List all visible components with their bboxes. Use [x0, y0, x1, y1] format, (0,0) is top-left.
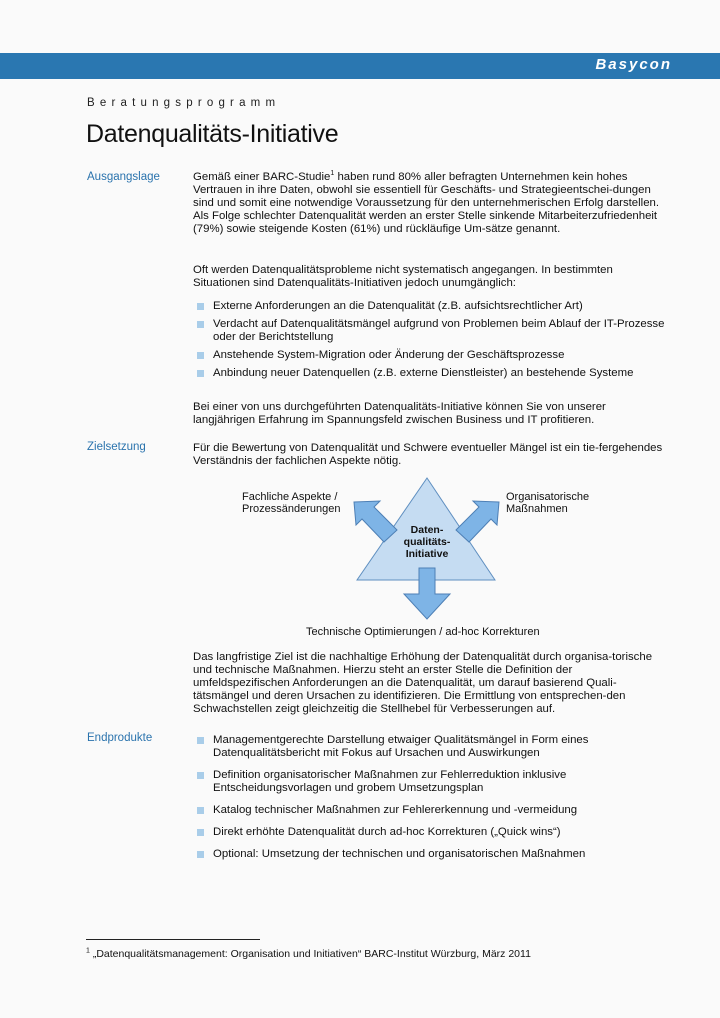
diagram-label-line: Fachliche Aspekte / — [242, 491, 338, 503]
footnote-marker: 1 — [86, 947, 90, 955]
list-item — [193, 804, 668, 817]
list-item — [193, 349, 668, 362]
list-item — [193, 769, 668, 795]
list-item — [193, 300, 668, 313]
footnote-ref: 1 — [330, 170, 335, 178]
footnote-text: „Datenqualitätsmanagement: Organisation und Initiativen“ BARC-Institut Würzburg, März 2011 — [89, 948, 531, 960]
list-item-text: Managementgerechte Darstellung etwaiger Qualitätsmängel in Form eines Datenqualitätsbericht mit Fokus auf Ursachen und Auswirkungen — [213, 734, 589, 759]
section-label-endprodukte: Endprodukte — [87, 732, 153, 744]
ausgangslage-paragraph-3: Bei einer von uns durchgeführten Datenqualitäts-Initiative können Sie von unserer langjährigen Erfahrung im Spannungsfeld zwischen Business und IT profitieren. — [193, 401, 606, 426]
center-label-line-1: Daten- — [410, 524, 444, 536]
bullet-square-icon — [197, 303, 204, 310]
arrow-up-left-icon — [354, 501, 397, 542]
bullet-square-icon — [197, 829, 204, 836]
document-kicker: Beratungsprogramm — [87, 97, 281, 109]
diagram-label-line: Organisatorische — [506, 491, 590, 503]
ausgangslage-paragraph-2: Oft werden Datenqualitätsprobleme nicht systematisch angegangen. In bestimmten Situationen sind Datenqualitäts-Initiativen jedoch unumgänglich: — [193, 264, 613, 289]
list-item-text: Definition organisatorischer Maßnahmen zur Fehlerreduktion inklusive Entscheidungsvorlagen und grobem Umsetzungsplan — [213, 769, 567, 794]
text-segment: Gemäß einer BARC-Studie — [193, 171, 331, 183]
footnote — [86, 948, 531, 960]
list-item — [193, 367, 668, 380]
bullet-square-icon — [197, 352, 204, 359]
zielsetzung-paragraph-1: Für die Bewertung von Datenqualität und Schwere eventueller Mängel ist ein tie-fergehendes Verständnis der fachlichen Aspekte nötig. — [193, 442, 663, 467]
initiative-diagram — [230, 470, 610, 645]
list-item-text: Verdacht auf Datenqualitätsmängel aufgrund von Problemen beim Ablauf der IT-Prozesse oder der Berichtstellung — [213, 318, 665, 343]
bullet-square-icon — [197, 370, 204, 377]
zielsetzung-paragraph-2: Das langfristige Ziel ist die nachhaltige Erhöhung der Datenqualität durch organisa-torische und technische Maßnahmen. Hierzu steht an erster Stelle die Definition der umfeldspezifischen Anforderungen an die Datenqualität, um darauf basierend Quali-tätsmängel und deren Ursachen zu identifizieren. Die Ermittlung von entsprechen-den Schwachstellen zeigt gleichzeitig die Stellhebel für Verbesserungen auf. — [193, 651, 653, 715]
center-label-line-3: Initiative — [405, 548, 449, 560]
list-item-text: Katalog technischer Maßnahmen zur Fehlererkennung und -vermeidung — [213, 804, 578, 816]
diagram-label-line: Prozessänderungen — [242, 503, 341, 515]
bullet-square-icon — [197, 851, 204, 858]
page-title: Datenqualitäts-Initiative — [86, 120, 339, 148]
center-label-line-2: qualitäts- — [403, 536, 451, 548]
section-label-zielsetzung: Zielsetzung — [87, 441, 146, 453]
list-item — [193, 734, 668, 760]
bullet-square-icon — [197, 321, 204, 328]
list-item-text: Direkt erhöhte Datenqualität durch ad-hoc Korrekturen („Quick wins“) — [213, 826, 561, 838]
bullet-square-icon — [197, 807, 204, 814]
bullet-square-icon — [197, 737, 204, 744]
endprodukte-bullet-list — [193, 734, 668, 870]
list-item — [193, 848, 668, 861]
list-item-text: Anstehende System-Migration oder Änderung der Geschäftsprozesse — [213, 349, 565, 361]
diagram-label-right — [506, 491, 589, 515]
footnote-divider — [86, 939, 260, 940]
text-segment: haben rund 80% aller befragten Unternehmen kein hohes Vertrauen in ihre Daten, obwohl sie essentiell für Geschäfts- und Strategieentschei-dungen sind und somit eine notwendige Voraussetzung für den unternehmerischen Erfolg darstellen. Als Folge schlechter Datenqualität werden an erster Stelle sinkende Mitarbeiterzufriedenheit (79%) sowie steigende Kosten (61%) und rückläufige Um-sätze genannt. — [193, 171, 660, 235]
header-bar — [0, 53, 720, 79]
list-item-text: Anbindung neuer Datenquellen (z.B. externe Dienstleister) an bestehende Systeme — [213, 367, 634, 379]
diagram-label-left — [242, 491, 340, 515]
arrow-up-right-icon — [456, 501, 499, 542]
list-item-text: Externe Anforderungen an die Datenqualität (z.B. aufsichtsrechtlicher Art) — [213, 300, 583, 312]
diagram-label-bottom: Technische Optimierungen / ad-hoc Korrekturen — [306, 626, 540, 638]
diagram-label-line: Maßnahmen — [506, 503, 568, 515]
section-label-ausgangslage: Ausgangslage — [87, 171, 160, 183]
brand-logo: Basycon — [595, 56, 672, 73]
ausgangslage-bullet-list — [193, 300, 668, 385]
bullet-square-icon — [197, 772, 204, 779]
list-item — [193, 318, 668, 344]
ausgangslage-paragraph-1 — [193, 171, 668, 236]
list-item — [193, 826, 668, 839]
list-item-text: Optional: Umsetzung der technischen und organisatorischen Maßnahmen — [213, 848, 586, 860]
